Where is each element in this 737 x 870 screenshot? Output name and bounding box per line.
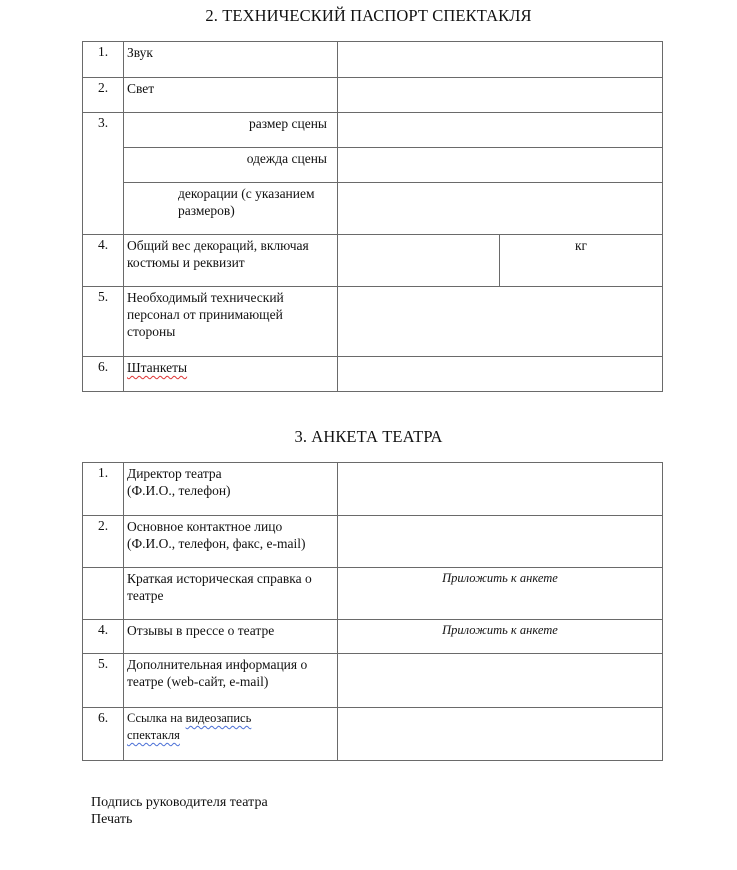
signature-block: [91, 794, 268, 828]
table-row: [83, 357, 663, 392]
row-label-press-reviews: Отзывы в прессе о театре: [124, 620, 338, 654]
row-number: 2.: [83, 78, 124, 113]
light-value-cell[interactable]: [338, 78, 663, 113]
history-value-cell[interactable]: Приложить к анкете: [338, 568, 663, 620]
row-label-additional-info: Дополнительная информация о театре (web-сайт, e-mail): [124, 654, 338, 708]
row-label-sound: Звук: [124, 42, 338, 78]
spellcheck-word: видеозапись: [185, 711, 252, 725]
label-text: Ссылка на: [127, 711, 186, 725]
row-number: 3.: [83, 113, 124, 235]
row-number: 6.: [83, 708, 124, 761]
row-label-director: [124, 463, 338, 516]
row-label-stage-dress: одежда сцены: [124, 148, 338, 183]
row-number: 1.: [83, 463, 124, 516]
additional-info-value-cell[interactable]: [338, 654, 663, 708]
table-row: [83, 654, 663, 708]
row-label-light: Свет: [124, 78, 338, 113]
stage-dress-value-cell[interactable]: [338, 148, 663, 183]
table-row: [83, 287, 663, 357]
label-line: Директор театра: [127, 466, 222, 481]
table-row: [83, 708, 663, 761]
label-line: (Ф.И.О., телефон, факс, e-mail): [127, 536, 306, 551]
total-weight-value-cell[interactable]: [338, 235, 500, 287]
row-number: 6.: [83, 357, 124, 392]
row-number: 4.: [83, 620, 124, 654]
row-number: [83, 568, 124, 620]
spellcheck-word: спектакля: [127, 728, 180, 742]
row-label-video-link: [124, 708, 338, 761]
row-number: 2.: [83, 516, 124, 568]
section-2-title: 2. ТЕХНИЧЕСКИЙ ПАСПОРТ СПЕКТАКЛЯ: [205, 6, 532, 25]
row-number: 4.: [83, 235, 124, 287]
table-row: [83, 516, 663, 568]
weight-unit-label: кг: [500, 235, 663, 287]
table-row: [83, 42, 663, 78]
director-value-cell[interactable]: [338, 463, 663, 516]
tech-passport-table: [82, 41, 663, 392]
theatre-questionnaire-table: [82, 462, 663, 761]
row-number: 5.: [83, 287, 124, 357]
table-row: [83, 235, 663, 287]
row-label-decorations: декорации (с указанием размеров): [124, 183, 338, 235]
table-row: [83, 148, 663, 183]
table-row: [83, 568, 663, 620]
row-number: 1.: [83, 42, 124, 78]
label-line: (Ф.И.О., телефон): [127, 483, 231, 498]
row-label-total-weight: Общий вес декораций, включая костюмы и реквизит: [124, 235, 338, 287]
table-row: [83, 78, 663, 113]
sound-value-cell[interactable]: [338, 42, 663, 78]
stage-size-value-cell[interactable]: [338, 113, 663, 148]
section-3-title: 3. АНКЕТА ТЕАТРА: [294, 427, 443, 446]
press-reviews-value-cell[interactable]: Приложить к анкете: [338, 620, 663, 654]
video-link-value-cell[interactable]: [338, 708, 663, 761]
row-label-history: Краткая историческая справка о театре: [124, 568, 338, 620]
row-label-stage-size: размер сцены: [124, 113, 338, 148]
decorations-value-cell[interactable]: [338, 183, 663, 235]
stamp-label: Печать: [91, 812, 133, 827]
table-row: [83, 113, 663, 148]
contact-person-value-cell[interactable]: [338, 516, 663, 568]
row-label-tech-staff: Необходимый технический персонал от принимающей стороны: [124, 287, 338, 357]
row-number: 5.: [83, 654, 124, 708]
table-row: [83, 463, 663, 516]
row-label-battens: [124, 357, 338, 392]
battens-value-cell[interactable]: [338, 357, 663, 392]
row-label-contact-person: [124, 516, 338, 568]
table-row: [83, 620, 663, 654]
spellcheck-word: Штанкеты: [127, 360, 188, 375]
tech-staff-value-cell[interactable]: [338, 287, 663, 357]
signature-label: Подпись руководителя театра: [91, 795, 268, 810]
label-line: Основное контактное лицо: [127, 519, 283, 534]
table-row: [83, 183, 663, 235]
